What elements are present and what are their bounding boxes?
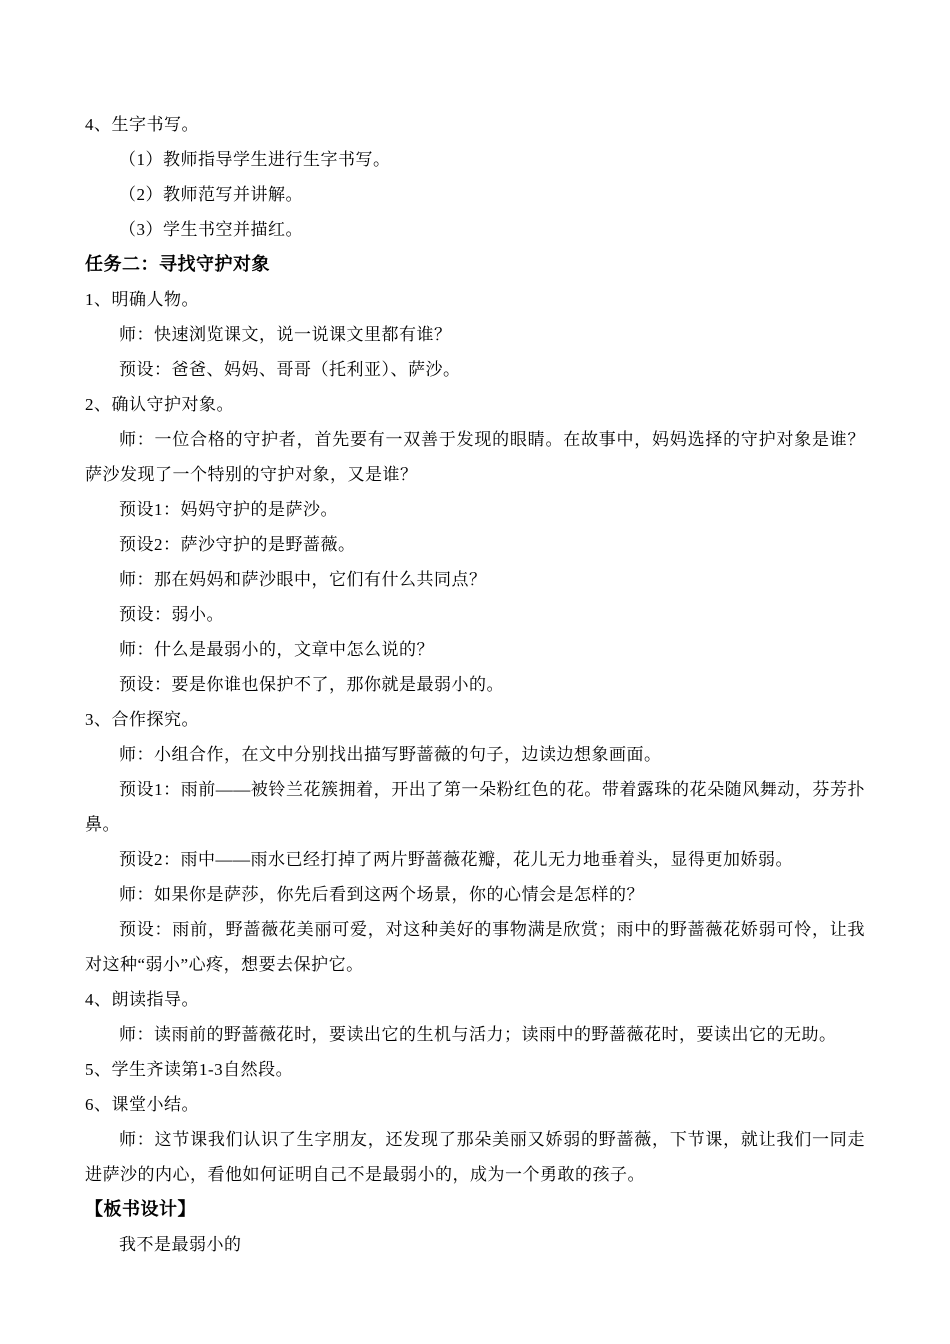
- teacher-line: 师：小组合作，在文中分别找出描写野蔷薇的句子，边读边想象画面。: [119, 745, 662, 764]
- list-item: 3、合作探究。: [85, 710, 199, 729]
- teacher-line: 师：那在妈妈和萨沙眼中，它们有什么共同点？: [119, 570, 487, 589]
- sub-item: （1）教师指导学生进行生字书写。: [119, 150, 391, 169]
- preset-line: 预设2：雨中——雨水已经打掉了两片野蔷薇花瓣，花儿无力地垂着头，显得更加娇弱。: [119, 850, 793, 869]
- preset-line: 预设1：雨前——被铃兰花簇拥着，开出了第一朵粉红色的花。带着露珠的花朵随风舞动，芬芳扑鼻。: [85, 780, 865, 834]
- section-heading-task2: 任务二：寻找守护对象: [85, 254, 270, 274]
- teacher-line: 师：快速浏览课文，说一说课文里都有谁？: [119, 325, 452, 344]
- preset-line: 预设：要是你谁也保护不了，那你就是最弱小的。: [119, 675, 504, 694]
- list-item: 5、学生齐读第1-3自然段。: [85, 1060, 294, 1079]
- preset-line: 预设1：妈妈守护的是萨沙。: [119, 500, 338, 519]
- sub-item: （3）学生书空并描红。: [119, 220, 303, 239]
- preset-line: 预设2：萨沙守护的是野蔷薇。: [119, 535, 356, 554]
- section-heading-board-design: 【板书设计】: [85, 1199, 196, 1219]
- teacher-line: 师：一位合格的守护者，首先要有一双善于发现的眼睛。在故事中，妈妈选择的守护对象是谁？萨沙发现了一个特别的守护对象，又是谁？: [85, 430, 865, 484]
- teacher-line: 师：读雨前的野蔷薇花时，要读出它的生机与活力；读雨中的野蔷薇花时，要读出它的无助。: [119, 1025, 837, 1044]
- preset-line: 预设：爸爸、妈妈、哥哥（托利亚）、萨沙。: [119, 360, 461, 379]
- list-item: 4、生字书写。: [85, 115, 199, 134]
- list-item: 4、朗读指导。: [85, 990, 199, 1009]
- list-item: 1、明确人物。: [85, 290, 199, 309]
- teacher-line: 师：什么是最弱小的，文章中怎么说的？: [119, 640, 434, 659]
- preset-line: 预设：雨前，野蔷薇花美丽可爱，对这种美好的事物满是欣赏；雨中的野蔷薇花娇弱可怜，让我对这种“弱小”心疼，想要去保护它。: [85, 920, 865, 974]
- list-item: 6、课堂小结。: [85, 1095, 199, 1114]
- sub-item: （2）教师范写并讲解。: [119, 185, 303, 204]
- list-item: 2、确认守护对象。: [85, 395, 234, 414]
- board-design-content: 我不是最弱小的: [119, 1235, 242, 1254]
- preset-line: 预设：弱小。: [119, 605, 224, 624]
- teacher-line: 师：如果你是萨莎，你先后看到这两个场景，你的心情会是怎样的？: [119, 885, 644, 904]
- teacher-line: 师：这节课我们认识了生字朋友，还发现了那朵美丽又娇弱的野蔷薇，下节课，就让我们一同走进萨沙的内心，看他如何证明自己不是最弱小的，成为一个勇敢的孩子。: [85, 1130, 865, 1184]
